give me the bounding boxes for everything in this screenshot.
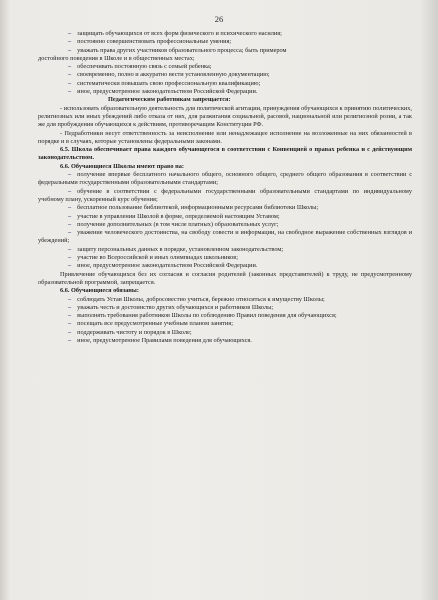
list-item bbox=[38, 188, 412, 205]
list-item-text: уважение человеческого достоинства, на свободу совести и информации, на свободное выражение собственных взглядов и убеждений; bbox=[38, 229, 412, 245]
list-dash: – bbox=[68, 254, 72, 262]
scan-edge-shadow bbox=[420, 0, 438, 600]
list-item-text: уважать права других участников образовательного процесса; быть примером bbox=[77, 46, 287, 54]
list-dash: – bbox=[68, 204, 72, 212]
list-item bbox=[38, 80, 412, 88]
list-item bbox=[38, 304, 412, 312]
list-item-text: защищать обучающихся от всех форм физического и психического насилия; bbox=[77, 30, 282, 37]
list-dash: – bbox=[68, 220, 72, 228]
list-item-text: систематически повышать свою профессиональную квалификацию; bbox=[77, 79, 261, 87]
list-item-text: получение впервые бесплатного начального общего, основного общего, среднего общего образования в соответствии с федеральными государственными образовательными стандартами; bbox=[38, 171, 412, 187]
clause-heading: 6.5. Школа обеспечивает права каждого обучающегося в соответствии с Конвенцией о правах ребенка и с действующим законодательством. bbox=[38, 146, 412, 162]
list-item bbox=[38, 329, 412, 337]
paragraph: - Педработники несут ответственность за неисполнение или ненадлежащее исполнение на возложенные на них обязанностей в порядке и в случаях, которые установлены федеральными законами. bbox=[38, 129, 412, 145]
list-dash: – bbox=[68, 336, 72, 344]
list-item bbox=[38, 296, 412, 304]
list-dash: – bbox=[68, 79, 72, 87]
list-dash: – bbox=[68, 30, 72, 37]
list-item bbox=[38, 221, 412, 229]
list-dash: – bbox=[68, 171, 72, 179]
list-item-text: защиту персональных данных в порядке, установленном законодательством; bbox=[77, 245, 284, 253]
list-dash: – bbox=[68, 303, 72, 311]
list-dash: – bbox=[68, 212, 72, 220]
document-body bbox=[38, 30, 412, 345]
list-item-text: обеспечивать постоянную связь с семьей ребенка; bbox=[77, 63, 212, 71]
list-item-text: иное, предусмотренное Правилами поведения для обучающихся. bbox=[77, 336, 252, 344]
list-item-text: участие во Всероссийской и иных олимпиадах школьников; bbox=[77, 254, 238, 262]
list-dash: – bbox=[68, 63, 72, 71]
list-dash: – bbox=[68, 71, 72, 79]
list-item-text: посещать все предусмотренные учебным планом занятия; bbox=[77, 320, 233, 328]
list-item bbox=[38, 63, 412, 71]
list-item-text: выполнять требования работников Школы по соблюдению Правил поведения для обучающихся; bbox=[77, 312, 337, 320]
list-dash: – bbox=[68, 245, 72, 253]
list-item-text: получение дополнительных (в том числе платных) образовательных услуг; bbox=[77, 220, 279, 228]
list-item bbox=[38, 246, 412, 254]
paragraph: Привлечение обучающихся без их согласия и согласия родителей (законных представителей) к труду, не предусмотренному образовательной программой, запрещается. bbox=[38, 270, 412, 286]
clause-heading: 6.6. Обучающиеся обязаны: bbox=[60, 287, 139, 295]
list-item-text: иное, предусмотренное законодательством Российской Федерации. bbox=[77, 88, 258, 96]
page-number: 26 bbox=[214, 14, 224, 24]
list-dash: – bbox=[68, 88, 72, 96]
list-item-text: своевременно, полно и аккуратно вести установленную документацию; bbox=[77, 71, 270, 79]
list-item-text: уважать честь и достоинство других обучающихся и работников Школы; bbox=[77, 303, 274, 311]
paragraph-continuation: достойного поведения в Школе и в общественных местах; bbox=[38, 54, 195, 62]
list-dash: – bbox=[68, 229, 72, 237]
paragraph: - использовать образовательную деятельность для политической агитации, принуждения обучающихся к принятию политических, религиозных или иных убеждений либо отказа от них, для разжигания социальной, расовой, национальной или религиозной розни, а так же для пробуждения обучающихся к действиям, противоречащим Конституции РФ. bbox=[38, 104, 412, 129]
list-dash: – bbox=[68, 320, 72, 328]
list-item-text: бесплатное пользование библиотекой, информационными ресурсами библиотеки Школы; bbox=[77, 204, 319, 212]
list-item bbox=[38, 171, 412, 188]
list-dash: – bbox=[68, 187, 72, 195]
list-item bbox=[38, 47, 412, 55]
list-item-text: поддерживать чистоту и порядок в Школе; bbox=[77, 328, 192, 336]
list-item-text: иное, предусмотренное законодательством Российской Федерации. bbox=[77, 262, 258, 270]
list-item-text: постоянно совершенствовать профессиональные умения; bbox=[77, 38, 232, 46]
list-item bbox=[38, 71, 412, 79]
list-dash: – bbox=[68, 312, 72, 320]
clause-heading: 6.6. Обучающиеся Школы имеют право на: bbox=[60, 162, 184, 170]
list-item bbox=[38, 88, 412, 96]
list-item bbox=[38, 337, 412, 345]
list-dash: – bbox=[68, 38, 72, 46]
list-dash: – bbox=[68, 46, 72, 54]
list-dash: – bbox=[68, 262, 72, 270]
list-dash: – bbox=[68, 295, 72, 303]
list-item bbox=[38, 204, 412, 212]
list-item bbox=[38, 254, 412, 262]
list-item-text: участие в управлении Школой в форме, определяемой настоящим Уставом; bbox=[77, 212, 280, 220]
list-item-text: обучение в соответствии с федеральными государственными образовательными стандартами по индивидуальному учебному плану, ускоренный курс обучения; bbox=[38, 187, 412, 203]
list-item bbox=[38, 320, 412, 328]
list-dash: – bbox=[68, 328, 72, 336]
list-item bbox=[38, 262, 412, 270]
list-item bbox=[38, 38, 412, 46]
list-item bbox=[38, 229, 412, 246]
list-item bbox=[38, 213, 412, 221]
list-item bbox=[38, 30, 412, 38]
section-heading: Педагогическим работникам запрещается: bbox=[108, 96, 231, 104]
list-item-text: соблюдать Устав Школы, добросовестно учиться, бережно относиться к имуществу Школы; bbox=[77, 295, 325, 303]
list-item bbox=[38, 312, 412, 320]
